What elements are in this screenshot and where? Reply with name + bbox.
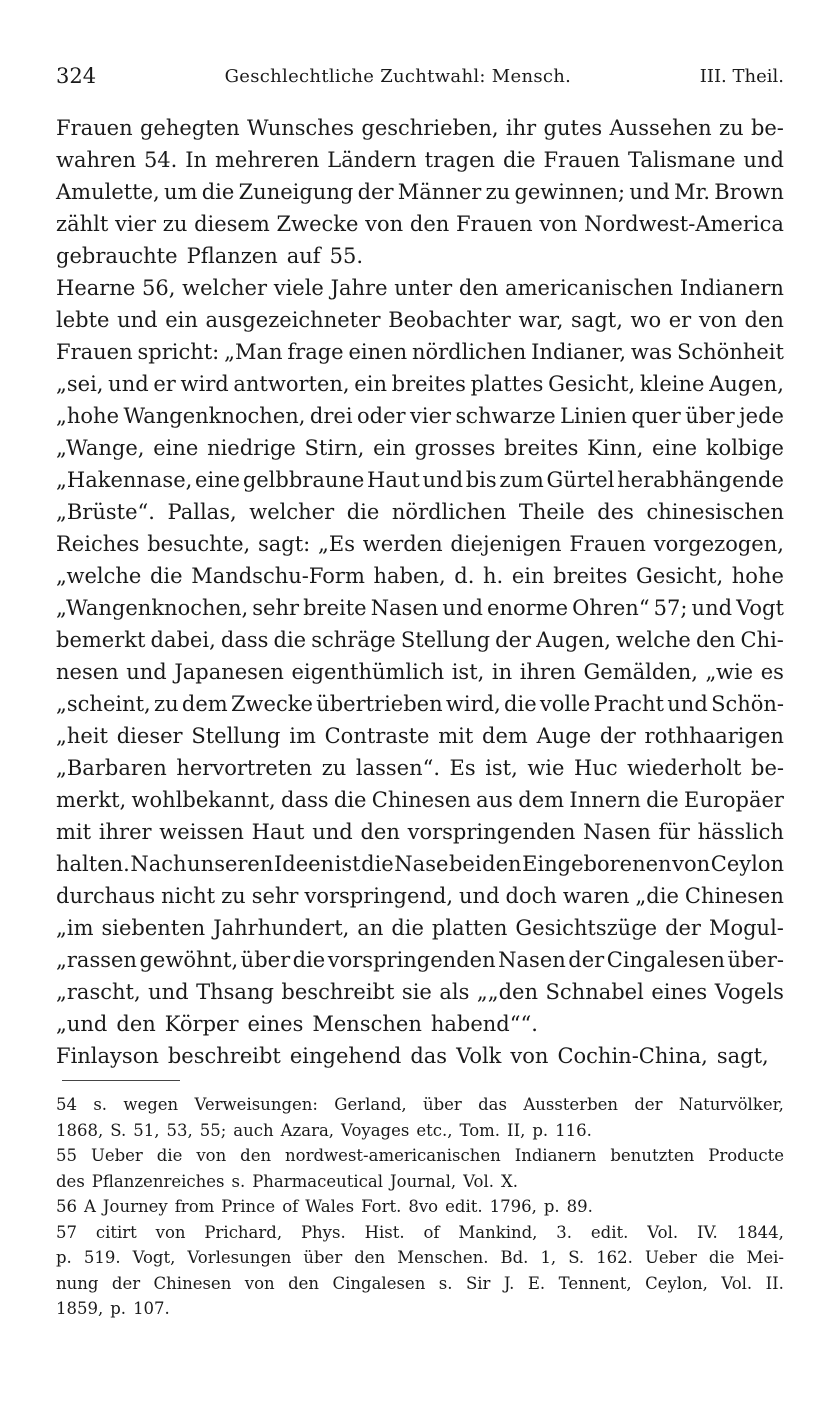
text-line: „scheint, zu dem Zwecke übertrieben wird, die volle Pracht und Schön- <box>56 692 784 716</box>
text-line: Finlayson beschreibt eingehend das Volk von Cochin-China, sagt, <box>56 1044 769 1068</box>
text-line: merkt, wohlbekannt, dass die Chinesen aus dem Innern die Europäer <box>56 788 784 812</box>
footnote-line: des Pflanzenreiches s. Pharmaceutical Journal, Vol. X. <box>56 1171 518 1191</box>
footnote-line: 1868, S. 51, 53, 55; auch Azara, Voyages etc., Tom. II, p. 116. <box>56 1120 592 1140</box>
footnote-line: nung der Chinesen von den Cingalesen s. Sir J. E. Tennent, Ceylon, Vol. II. <box>56 1273 784 1293</box>
text-line: mit ihrer weissen Haut und den vorspringenden Nasen für hässlich <box>56 820 784 844</box>
text-line: Amulette, um die Zuneigung der Männer zu gewinnen; und Mr. Brown <box>56 180 784 204</box>
text-line: „und den Körper eines Menschen habend““. <box>56 1012 538 1036</box>
footnotes <box>56 1092 784 1322</box>
footnote-line: 54 s. wegen Verweisungen: Gerland, über das Aussterben der Naturvölker, <box>56 1095 784 1115</box>
text-line: „rascht, und Thsang beschreibt sie als „„den Schnabel eines Vogels <box>56 980 784 1004</box>
text-line: „hohe Wangenknochen, drei oder vier schwarze Linien quer über jede <box>56 404 784 428</box>
text-line: lebte und ein ausgezeichneter Beobachter war, sagt, wo er von den <box>56 308 784 332</box>
footnote-line: 56 A Journey from Prince of Wales Fort. 8vo edit. 1796, p. 89. <box>56 1197 593 1217</box>
text-line: wahren 54. In mehreren Ländern tragen die Frauen Talismane und <box>56 148 784 172</box>
text-line: Reiches besuchte, sagt: „Es werden diejenigen Frauen vorgezogen, <box>56 532 784 556</box>
page-number: 324 <box>56 64 97 88</box>
text-line: Frauen gehegten Wunsches geschrieben, ihr gutes Aussehen zu be- <box>56 116 784 140</box>
text-line: „Hakennase, eine gelbbraune Haut und bis zum Gürtel herabhängende <box>56 468 784 492</box>
running-header <box>56 60 784 92</box>
footnote-line: 1859, p. 107. <box>56 1299 170 1319</box>
text-line: gebrauchte Pflanzen auf 55. <box>56 244 363 268</box>
text-line: „rassen gewöhnt, über die vorspringenden Nasen der Cingalesen über- <box>56 948 784 972</box>
footnote-line: p. 519. Vogt, Vorlesungen über den Menschen. Bd. 1, S. 162. Ueber die Mei- <box>56 1248 784 1268</box>
text-line: „Wange, eine niedrige Stirn, ein grosses breites Kinn, eine kolbige <box>56 436 784 460</box>
text-line: zählt vier zu diesem Zwecke von den Frauen von Nordwest-America <box>56 212 784 236</box>
text-line: „im siebenten Jahrhundert, an die platten Gesichtszüge der Mogul- <box>56 916 784 940</box>
footnote-line: 57 citirt von Prichard, Phys. Hist. of Mankind, 3. edit. Vol. IV. 1844, <box>56 1222 784 1242</box>
running-title: Geschlechtliche Zuchtwahl: Mensch. <box>224 65 572 87</box>
text-line: „heit dieser Stellung im Contraste mit dem Auge der rothhaarigen <box>56 724 784 748</box>
text-line: „Barbaren hervortreten zu lassen“. Es ist, wie Huc wiederholt be- <box>56 756 784 780</box>
text-line: Hearne 56, welcher viele Jahre unter den americanischen Indianern <box>56 276 784 300</box>
text-line: „Brüste“. Pallas, welcher die nördlichen Theile des chinesischen <box>56 500 784 524</box>
text-line: „sei, und er wird antworten, ein breites plattes Gesicht, kleine Augen, <box>56 372 784 396</box>
text-line: nesen und Japanesen eigenthümlich ist, in ihren Gemälden, „wie es <box>56 660 784 684</box>
text-line: Frauen spricht: „Man frage einen nördlichen Indianer, was Schönheit <box>56 340 784 364</box>
footnote-separator <box>62 1080 180 1081</box>
text-line: „welche die Mandschu-Form haben, d. h. ein breites Gesicht, hohe <box>56 564 784 588</box>
text-line: bemerkt dabei, dass die schräge Stellung der Augen, welche den Chi- <box>56 628 784 652</box>
text-line: durchaus nicht zu sehr vorspringend, und doch waren „die Chinesen <box>56 884 784 908</box>
footnote-line: 55 Ueber die von den nordwest-americanischen Indianern benutzten Producte <box>56 1146 784 1166</box>
text-line: halten. Nach unseren Ideen ist die Nase bei den Eingeborenen von Ceylon <box>56 852 784 876</box>
main-text <box>56 112 784 1072</box>
part-label: III. Theil. <box>699 65 784 87</box>
text-line: „Wangenknochen, sehr breite Nasen und enorme Ohren“ 57; und Vogt <box>56 596 784 620</box>
